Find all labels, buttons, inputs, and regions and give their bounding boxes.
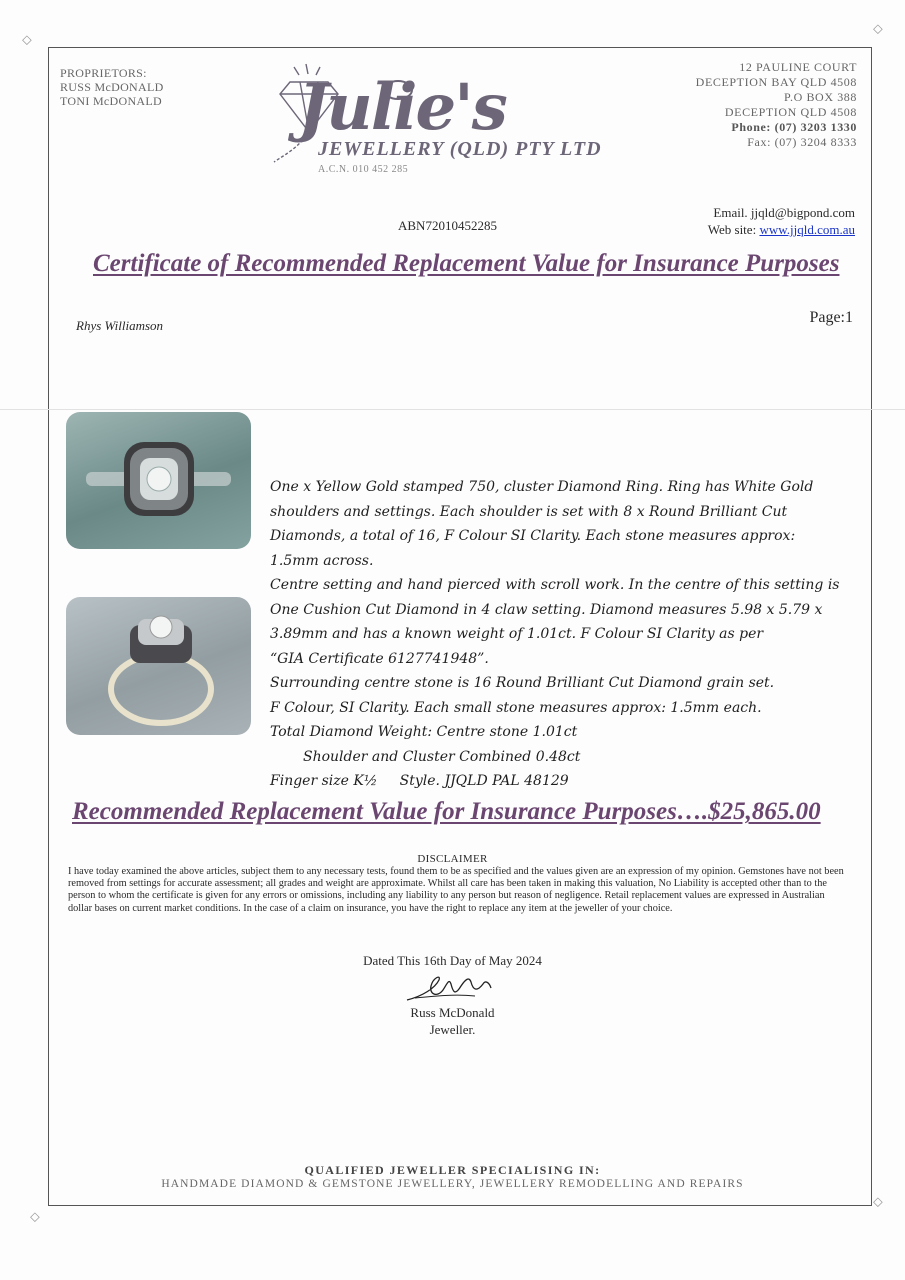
website-link[interactable]: www.jjqld.com.au bbox=[759, 222, 855, 237]
disclaimer-heading: DISCLAIMER bbox=[417, 853, 488, 865]
scan-mark-top-left: ⬦ bbox=[22, 33, 32, 48]
date-line: Dated This 16th Day of May 2024 bbox=[363, 953, 542, 968]
address-line: DECEPTION BAY QLD 4508 bbox=[695, 75, 857, 89]
item-description bbox=[270, 475, 860, 794]
combined-weight: Shoulder and Cluster Combined 0.48ct bbox=[303, 748, 581, 765]
disclaimer-text: I have today examined the above articles, subject them to any necessary tests, found them to be as specified and the values given are an expression of my opinion. Gemstones have not been removed from settings for accurate assessment; all grades and weight are approximate. Whilst all care has been taken in making this valuation, No Liability is accepted other than to the person to whom the certificate is given for any errors or omissions, including any liability to any person but reason of negligence. Retail replacement values are expressed in Australian dollar bases on current market conditions. In the case of a claim on insurance, you have the right to replace any item at the jeweller of your choice. bbox=[68, 866, 844, 914]
fax: Fax: (07) 3204 8333 bbox=[747, 135, 857, 149]
proprietor-name: TONI McDONALD bbox=[60, 94, 162, 108]
description-line: shoulders and settings. Each shoulder is set with 8 x Round Brilliant Cut bbox=[270, 503, 788, 520]
contact-info bbox=[708, 204, 855, 238]
address-line: 12 PAULINE COURT bbox=[739, 60, 857, 74]
company-name: JEWELLERY (QLD) PTY LTD bbox=[318, 138, 602, 160]
signer-name: Russ McDonald bbox=[410, 1005, 495, 1020]
ring-side-view-icon bbox=[66, 597, 251, 735]
specialising-text: HANDMADE DIAMOND & GEMSTONE JEWELLERY, JEWELLERY REMODELLING AND REPAIRS bbox=[161, 1178, 744, 1190]
company-acn: A.C.N. 010 452 285 bbox=[318, 164, 409, 175]
replacement-value: Recommended Replacement Value for Insurance Purposes….$25,865.00 bbox=[72, 798, 821, 825]
logo-wordmark: Julie's bbox=[298, 70, 506, 145]
description-line: 3.89mm and has a known weight of 1.01ct. F Colour SI Clarity as per bbox=[270, 626, 764, 642]
description-line: “GIA Certificate 6127741948”. bbox=[270, 650, 489, 667]
size-style-line bbox=[270, 769, 860, 794]
scan-mark-bottom-left: ⬦ bbox=[30, 1210, 40, 1225]
address-line: DECEPTION QLD 4508 bbox=[724, 105, 857, 119]
ring-top-view-icon bbox=[66, 412, 251, 549]
website bbox=[708, 221, 855, 238]
proprietors bbox=[60, 66, 164, 108]
description-line: Surrounding centre stone is 16 Round Brilliant Cut Diamond grain set. bbox=[270, 675, 775, 691]
scan-mark-bottom-right: ⬦ bbox=[873, 1195, 883, 1210]
fold-line bbox=[0, 409, 905, 410]
page-number: Page:1 bbox=[809, 309, 853, 326]
description-line: Diamonds, a total of 16, F Colour SI Clarity. Each stone measures approx: bbox=[270, 528, 796, 544]
certificate-title: Certificate of Recommended Replacement Value for Insurance Purposes bbox=[93, 250, 840, 277]
website-label: Web site: bbox=[707, 222, 757, 237]
signer-role: Jeweller. bbox=[429, 1022, 476, 1037]
phone: Phone: (07) 3203 1330 bbox=[731, 120, 857, 134]
client-name: Rhys Williamson bbox=[76, 318, 164, 333]
description-line: One Cushion Cut Diamond in 4 claw setting. Diamond measures 5.98 x 5.79 x bbox=[270, 601, 823, 618]
address-line: P.O BOX 388 bbox=[784, 90, 857, 104]
specialising-heading: QUALIFIED JEWELLER SPECIALISING IN: bbox=[304, 1163, 601, 1177]
email: Email. jjqld@bigpond.com bbox=[713, 205, 855, 220]
ring-photo-top-view bbox=[66, 412, 251, 549]
finger-size: Finger size K½ bbox=[270, 773, 378, 789]
scan-mark-top-right: ⬦ bbox=[873, 22, 883, 37]
ring-photo-side-view bbox=[66, 597, 251, 735]
signer bbox=[0, 1004, 905, 1038]
signature bbox=[405, 970, 495, 1006]
proprietor-name: RUSS McDONALD bbox=[60, 80, 164, 94]
description-line: Centre setting and hand pierced with scroll work. In the centre of this setting is bbox=[270, 577, 840, 593]
description-line: One x Yellow Gold stamped 750, cluster Diamond Ring. Ring has White Gold bbox=[270, 479, 814, 495]
description-line: F Colour, SI Clarity. Each small stone measures approx: 1.5mm each. bbox=[270, 699, 762, 716]
abn-number: ABN72010452285 bbox=[398, 218, 497, 233]
proprietors-heading: PROPRIETORS: bbox=[60, 66, 147, 80]
company-address bbox=[696, 60, 857, 150]
description-line: 1.5mm across. bbox=[270, 552, 374, 569]
description-line: Total Diamond Weight: Centre stone 1.01ct bbox=[270, 724, 578, 740]
style-code: Style. JJQLD PAL 48129 bbox=[399, 773, 569, 789]
